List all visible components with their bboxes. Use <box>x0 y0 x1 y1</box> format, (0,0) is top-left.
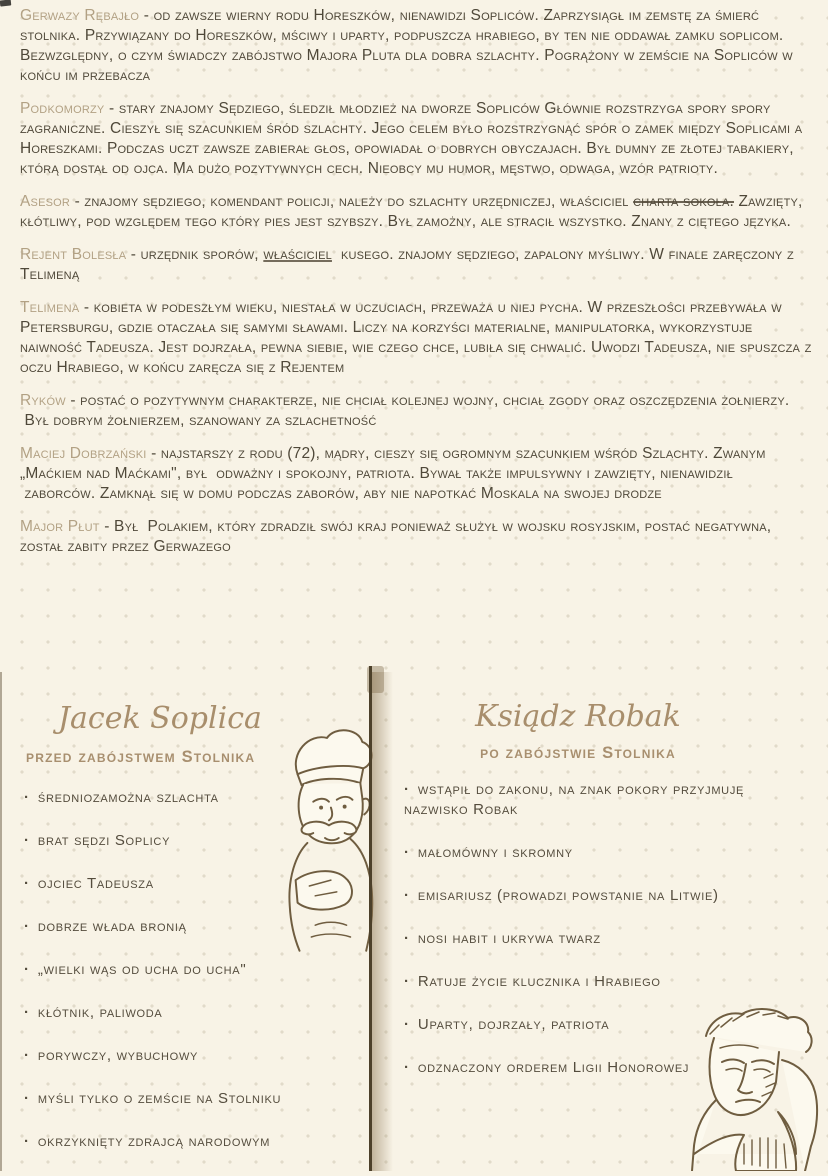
trait-item: · Ratuje życie klucznika i Hrabiego <box>404 972 796 992</box>
note-text: właściciel <box>263 246 332 263</box>
note-text: - Był Polakiem, który zdradził swój kraj ponieważ służył w wojsku rosyjskim, postać negatywna, został zabity przez Gerwazego <box>20 518 772 555</box>
binding-shadow <box>372 672 393 1171</box>
trait-item: · myśli tylko o zemście na Stolniku <box>24 1089 354 1109</box>
trait-item: · okrzyknięty zdrajcą narodowym <box>24 1132 354 1152</box>
note-paragraph <box>20 517 812 557</box>
note-text: - od zawsze wierny rodu Horeszków, nienawidzi Sopliców. Zaprzysiągł im zemstę za śmierć stolnika. Przywiązany do Horeszków, mściwy i uparty, podpuszcza hrabiego, by ten nie oddawał zamku soplicom. Bezwzględny, o czym świadczy zabójstwo Majora Pluta dla dobra szlachty. Pogrążony w zemście na Sopliców w końcu im przebacza <box>20 7 793 84</box>
trait-item: · Uparty, dojrzały, patriota <box>404 1015 796 1035</box>
character-name: Maciej Dobrzański <box>20 445 147 462</box>
trait-item: · małomówny i skromny <box>404 843 796 863</box>
left-page-title: Jacek Soplica <box>58 701 262 736</box>
trait-item: · średniozamożna szlachta <box>24 788 354 808</box>
trait-item: · porywczy, wybuchowy <box>24 1046 354 1066</box>
note-text: - kobieta w podeszłym wieku, niestała w uczuciach, przeważa u niej pycha. W przeszłości przebywała w Petersburgu, gdzie otaczała się samymi sławami. Liczy na korzyści materialne, manipulatorka, wykorzystuje naiwność Tadeusza. Jest dojrzała, pewna siebie, wie czego chce, lubiła się chwalić. Uwodzi Tadeusza, nie spuszcza z oczu Hrabiego, w końcu zaręcza się z Rejentem <box>20 299 812 376</box>
note-paragraph <box>20 192 812 232</box>
note-paragraph <box>20 298 812 378</box>
right-page-title: Ksiądz Robak <box>475 699 681 734</box>
mustached-man-sketch <box>276 722 376 957</box>
note-text: - najstarszy z rodu (72), mądry, cieszy się ogromnym szacunkiem wśród Szlachty. Zwanym „Maćkiem nad Maćkami", był odważny i spokojny, patriota. Bywał także impulsywny i zawzięty, nienawidził zaborców. Zamknął się w domu podczas zaborów, aby nie napotkać Moskala na swojej drodze <box>20 445 766 502</box>
trait-item: · ojciec Tadeusza <box>24 874 354 894</box>
trait-item: · brat sędzi Soplicy <box>24 831 354 851</box>
character-name: Rejent Bolesła <box>20 246 127 263</box>
character-name: Gerwazy Rębajło <box>20 7 140 24</box>
trait-item: · dobrze włada bronią <box>24 917 354 937</box>
character-name: Podkomorzy <box>20 100 105 117</box>
note-text: charta sokoła. <box>633 193 734 210</box>
note-text: - postać o pozytywnym charakterze, nie chciał kolejnej wojny, chciał zgody oraz oszczędzenia żołnierzy. Był dobrym żołnierzem, szanowany za szlachetność <box>20 392 790 429</box>
notes-section <box>0 0 828 570</box>
trait-item: · kłótnik, paliwoda <box>24 1003 354 1023</box>
right-page-subtitle: po zabójstwie Stolnika <box>480 744 676 762</box>
character-name: Major Płut <box>20 518 100 535</box>
note-text: Zawzięty, kłótliwy, pod względem tego który pies jest szybszy. Był zamożny, ale stracił wszystko. Znany z ciętego języka. <box>20 193 803 230</box>
note-text: - urzędnik sporów, <box>126 246 264 263</box>
note-paragraph <box>20 245 812 285</box>
right-page-header <box>392 698 764 764</box>
character-name: Asesor <box>20 193 71 210</box>
trait-item: · emisariusz (prowadzi powstanie na Litwie) <box>404 886 796 906</box>
section-divider <box>0 672 828 692</box>
trait-item: · odznaczony orderem Ligii Honorowej <box>404 1058 796 1078</box>
note-text: kusego. znajomy sędziego, zapalony myśliwy. W finale zaręczony z Telimeną <box>20 246 794 283</box>
note-text: - znajomy sędziego, komendant policji, należy do szlachty urzędniczej, właściciel <box>70 193 634 210</box>
character-name: Telimena <box>20 299 80 316</box>
monk-sketch <box>686 1004 828 1176</box>
trait-item: · wstąpił do zakonu, na znak pokory przyjmuję nazwisko Robak <box>404 780 796 820</box>
trait-item: · „wielki wąs od ucha do ucha" <box>24 960 354 980</box>
note-paragraph <box>20 444 812 504</box>
note-paragraph <box>20 99 812 179</box>
note-paragraph <box>20 6 812 86</box>
character-name: Ryków <box>20 392 66 409</box>
trait-item: · nosi habit i ukrywa twarz <box>404 929 796 949</box>
note-paragraph <box>20 391 812 431</box>
note-text: - stary znajomy Sędziego, śledził młodzież na dworze Sopliców Głównie rozstrzyga spory spory zagraniczne. Cieszył się szacunkiem śród szlachty. Jego celem było rozstrzygnąć spór o zamek między Soplicami a Horeszkami. Podczas uczt zawsze zabierał głos, opowiadał o dobrych obyczajach. Był dumny ze złotej tabakiery, którą dostał od ojca. Ma dużo pozytywnych cech. Nieobcy mu humor, męstwo, odwaga, wzór patrioty. <box>20 100 803 177</box>
left-page-subtitle: przed zabójstwem Stolnika <box>26 748 256 766</box>
